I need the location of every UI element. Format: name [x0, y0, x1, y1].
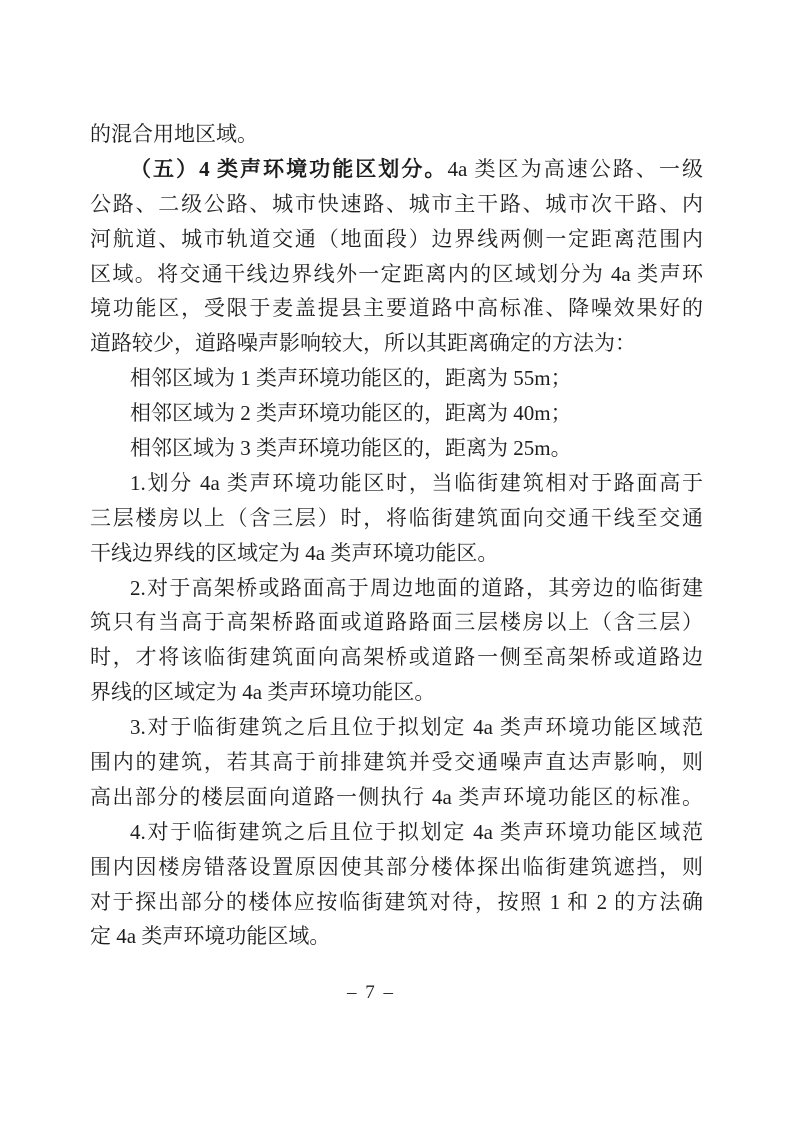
text-line: 筑只有当高于高架桥路面或道路路面三层楼房以上（含三层）	[90, 610, 703, 635]
text-line: 时，才将该临街建筑面向高架桥或道路一侧至高架桥或道路边	[90, 645, 703, 670]
page-number: – 7 –	[347, 982, 395, 1003]
text-line: 干线边界线的区域定为 4a 类声环境功能区。	[90, 540, 499, 565]
text-line: 围内的建筑，若其高于前排建筑并受交通噪声直达声影响，则	[90, 750, 703, 775]
text-line: 定 4a 类声环境功能区域。	[90, 924, 331, 949]
text-line: 4.对于临街建筑之后且位于拟划定 4a 类声环境功能区域范	[130, 819, 703, 844]
text-line: 公路、二级公路、城市快速路、城市主干路、城市次干路、内	[90, 191, 703, 216]
body-text	[90, 117, 703, 954]
text-line	[90, 152, 703, 187]
text-line: 对于探出部分的楼体应按临街建筑对待，按照 1 和 2 的方法确	[90, 889, 703, 914]
text-line: 道路较少，道路噪声影响较大，所以其距离确定的方法为：	[90, 331, 636, 356]
text-line: 区域。将交通干线边界线外一定距离内的区域划分为 4a 类声环	[90, 261, 703, 286]
text-line: 围内因楼房错落设置原因使其部分楼体探出临街建筑遮挡，则	[90, 854, 703, 879]
text-line: 境功能区，受限于麦盖提县主要道路中高标准、降噪效果好的	[90, 296, 703, 321]
text-line: 高出部分的楼层面向道路一侧执行 4a 类声环境功能区的标准。	[90, 784, 703, 809]
text-line: 相邻区域为 3 类声环境功能区的，距离为 25m。	[130, 436, 572, 461]
text-line: 的混合用地区域。	[90, 122, 258, 146]
text-line: 河航道、城市轨道交通（地面段）边界线两侧一定距离范围内	[90, 226, 703, 251]
text-line: 相邻区域为 1 类声环境功能区的，距离为 55m；	[130, 366, 572, 391]
text-line: 界线的区域定为 4a 类声环境功能区。	[90, 680, 436, 705]
text-line: 三层楼房以上（含三层）时，将临街建筑面向交通干线至交通	[90, 505, 703, 530]
section-heading: （五）4 类声环境功能区划分。	[130, 156, 448, 181]
line-text: 4a 类区为高速公路、一级	[447, 156, 703, 181]
text-line: 1.划分 4a 类声环境功能区时，当临街建筑相对于路面高于	[130, 470, 703, 495]
text-line: 3.对于临街建筑之后且位于拟划定 4a 类声环境功能区域范	[130, 715, 703, 740]
text-line: 2.对于高架桥或路面高于周边地面的道路，其旁边的临街建	[130, 575, 703, 600]
text-line: 相邻区域为 2 类声环境功能区的，距离为 40m；	[130, 401, 572, 426]
